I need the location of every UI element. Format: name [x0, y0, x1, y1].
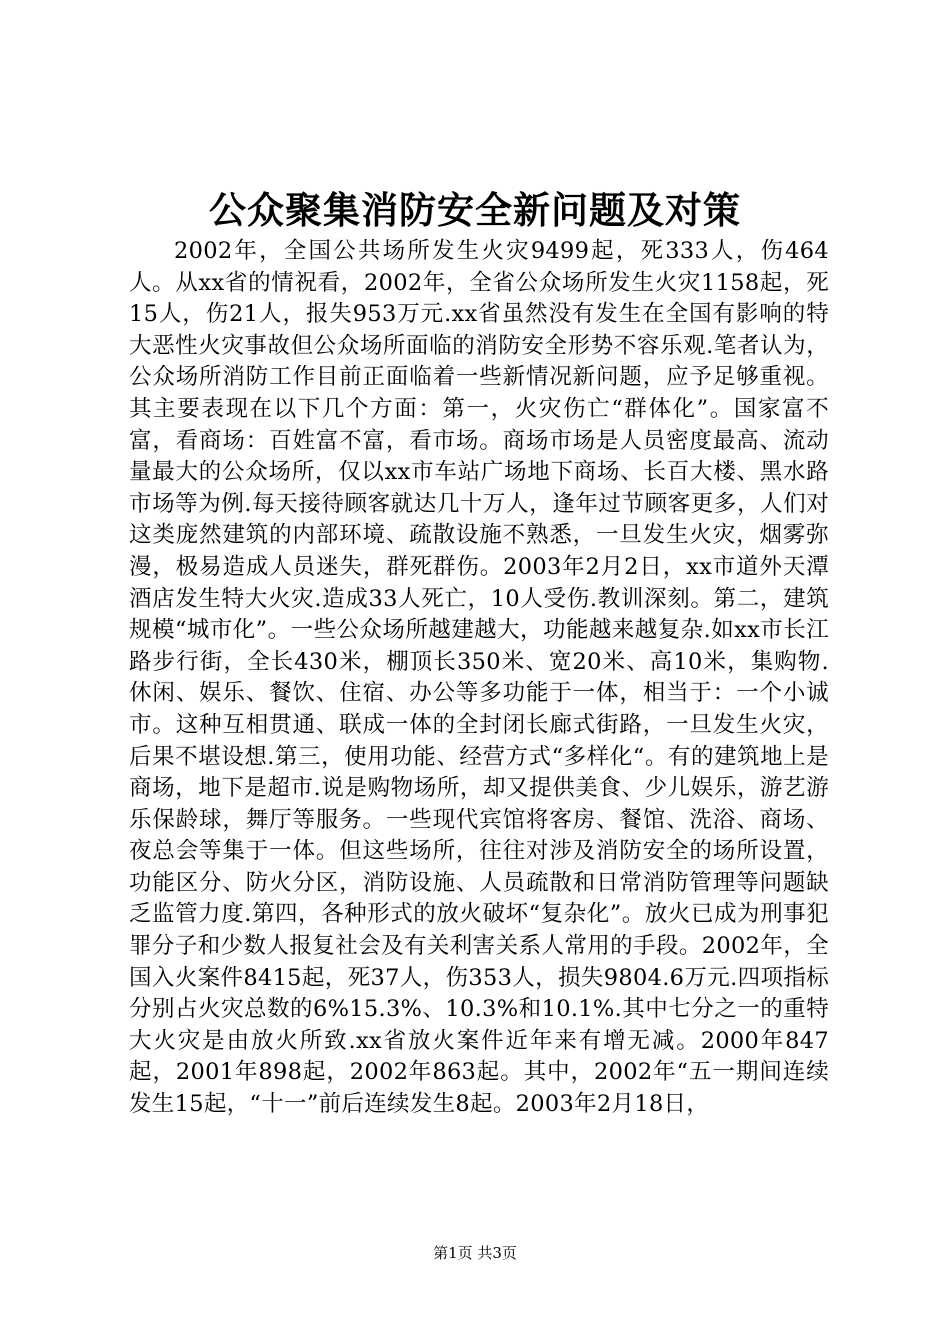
page-number-footer: 第1页 共3页 — [433, 1244, 517, 1262]
document-body: 2002年，全国公共场所发生火灾9499起，死333人，伤464人。从xx省的情祝看，2002年，全省公众场所发生火灾1158起，死15人，伤21人，报失953万元.xx省虽然没有发生在全国有影响的特大恶性火灾事故但公众场所面临的消防安全形势不容乐观.笔者认为，公众场所消防工作目前正面临着一些新情况新问题，应予足够重视。其主要表现在以下几个方面：第一，火灾伤亡“群体化”。国家富不富，看商场：百姓富不富，看市场。商场市场是人员密度最高、流动量最大的公众场所，仅以xx市车站广场地下商场、长百大楼、黑水路市场等为例.每天接待顾客就达几十万人，逢年过节顾客更多，人们对这类庞然建筑的内部环境、疏散设施不熟悉，一旦发生火灾，烟雾弥漫，极易造成人员迷失，群死群伤。2003年2月2日，xx市道外天潭酒店发生特大火灾.造成33人死亡，10人受伤.教训深刻。第二，建筑规模“城市化”。一些公众场所越建越大，功能越来越复杂.如xx市长江路步行街，全长430米，棚顶长350米、宽20米、高10米，集购物.休闲、娱乐、餐饮、住宿、办公等多功能于一体，相当于：一个小诚市。这种互相贯通、联成一体的全封闭长廊式街路，一旦发生火灾，后果不堪设想.第三，使用功能、经营方式“多样化“。有的建筑地上是商场，地下是超市.说是购物场所，却又提供美食、少儿娱乐，游艺游乐保龄球，舞厅等服务。一些现代宾馆将客房、餐馆、洗浴、商场、夜总会等集于一体。但这些场所，往往对涉及消防安全的场所设置，功能区分、防火分区，消防设施、人员疏散和日常消防管理等问题缺乏监管力度.第四，各种形式的放火破坏“复杂化”。放火已成为刑事犯罪分子和少数人报复社会及有关利害关系人常用的手段。2002年，全国入火案件8415起，死37人，伤353人，损失9804.6万元.四项指标分别占火灾总数的6%15.3%、10.3%和10.1%.其中七分之一的重特大火灾是由放火所致.xx省放火案件近年来有增无减。2000年847起，2001年898起，2002年863起。其中，2002年“五一期间连续发生15起，“十一”前后连续发生8起。2003年2月18日， — [129, 238, 829, 1118]
document-title: 公众聚集消防安全新问题及对策 — [209, 188, 741, 232]
